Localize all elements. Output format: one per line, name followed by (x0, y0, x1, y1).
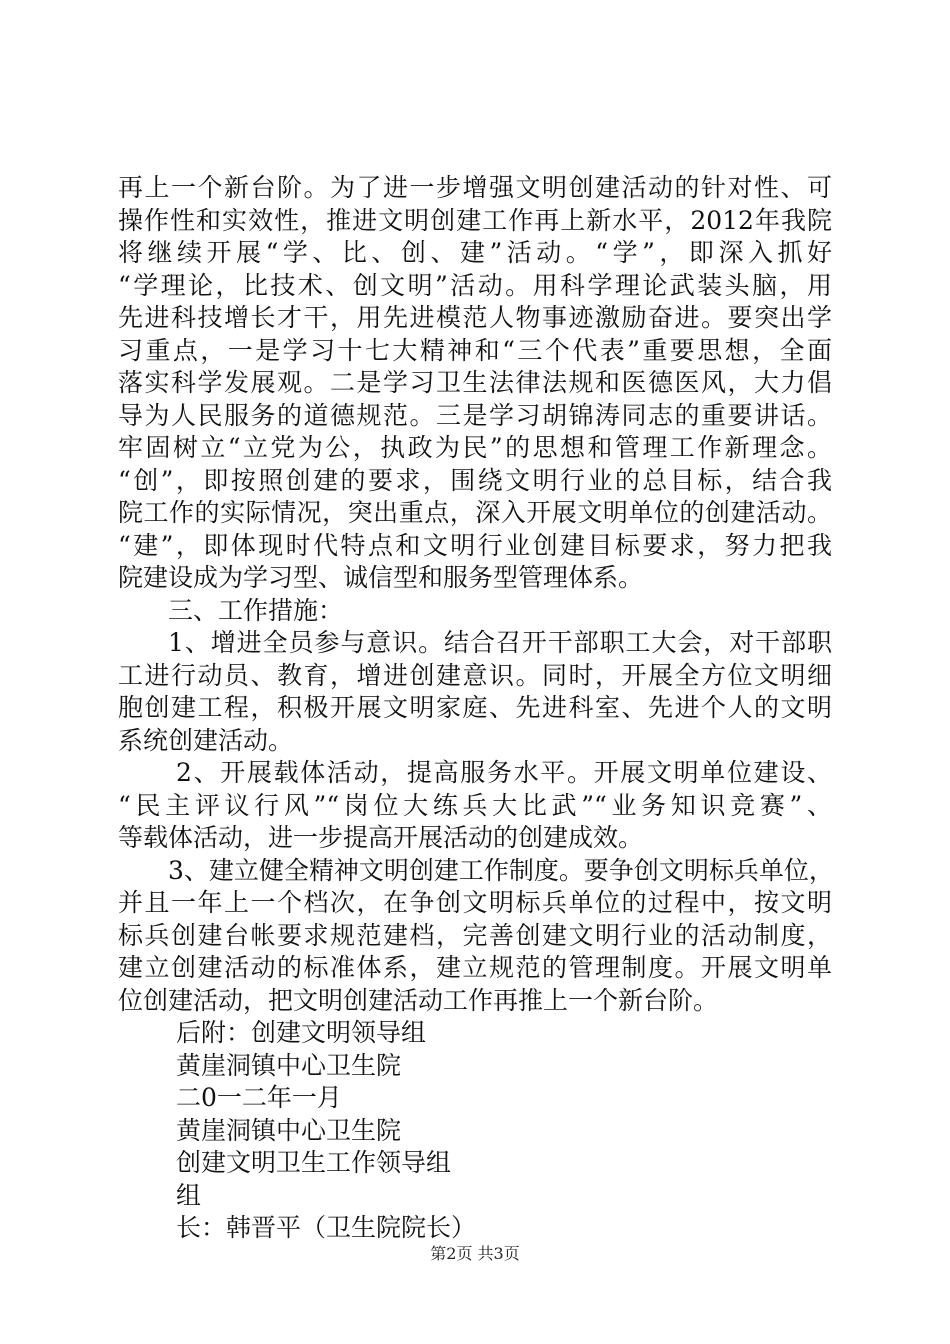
body-line-4: “学理论，比技术、创文明”活动。用科学理论武装头脑，用 (118, 270, 832, 300)
body-line-1: 再上一个新台阶。为了进一步增强文明创建活动的针对性、可 (118, 173, 832, 202)
measure-3-line-3: 标兵创建台帐要求规范建档，完善创建文明行业的活动制度， (118, 920, 832, 950)
measure-1-line-2: 工进行动员、教育，增进创建意识。同时，开展全方位文明细 (118, 660, 832, 690)
group-leader-label: 组 (176, 1180, 202, 1210)
measure-1-line-4: 系统创建活动。 (118, 725, 294, 755)
page-number-label: 第2页 共3页 (430, 1244, 520, 1263)
group-title: 创建文明卫生工作领导组 (176, 1148, 452, 1177)
body-line-7: 落实科学发展观。二是学习卫生法律法规和医德医风，大力倡 (118, 368, 832, 397)
body-line-10: “创”，即按照创建的要求，围绕文明行业的总目标，结合我 (118, 465, 832, 495)
section-heading: 三、工作措施： (168, 595, 344, 625)
body-line-11: 院工作的实际情况，突出重点，深入开展文明单位的创建活动。 (118, 498, 832, 527)
page-footer (0, 1244, 950, 1264)
measure-1-line-3: 胞创建工程，积极开展文明家庭、先进科室、先进个人的文明 (118, 693, 832, 722)
appendix-note: 后附：创建文明领导组 (176, 1018, 427, 1047)
measure-3-line-4: 建立创建活动的标准体系，建立规范的管理制度。开展文明单 (118, 953, 832, 982)
group-organization: 黄崖洞镇中心卫生院 (176, 1115, 402, 1145)
measure-3-line-5: 位创建活动，把文明创建活动工作再推上一个新台阶。 (118, 985, 719, 1015)
body-line-6: 习重点，一是学习十七大精神和“三个代表”重要思想，全面 (118, 335, 832, 365)
measure-2-line-2: “民主评议行风”“岗位大练兵大比武”“业务知识竞赛”、 (118, 790, 832, 820)
body-line-12: “建”，即体现时代特点和文明行业创建目标要求，努力把我 (118, 530, 832, 560)
body-line-9: 牢固树立“立党为公，执政为民”的思想和管理工作新理念。 (118, 433, 832, 462)
body-line-2: 操作性和实效性，推进文明创建工作再上新水平，2012年我院 (118, 205, 832, 235)
body-line-5: 先进科技增长才干，用先进模范人物事迹激励奋进。要突出学 (118, 303, 832, 332)
body-line-13: 院建设成为学习型、诚信型和服务型管理体系。 (118, 563, 644, 592)
measure-2-line-3: 等载体活动，进一步提高开展活动的创建成效。 (118, 823, 644, 852)
group-leader-name: 长：韩晋平（卫生院院长） (176, 1213, 477, 1242)
body-line-3: 将继续开展“学、比、创、建”活动。“学”，即深入抓好 (118, 238, 832, 267)
measure-1-line-1: 1、增进全员参与意识。结合召开干部职工大会，对干部职 (168, 628, 832, 657)
signature-organization: 黄崖洞镇中心卫生院 (176, 1050, 402, 1080)
measure-3-line-1: 3、建立健全精神文明创建工作制度。要争创文明标兵单位， (168, 855, 834, 885)
measure-2-line-1: 2、开展载体活动，提高服务水平。开展文明单位建设、 (176, 758, 832, 787)
signature-date: 二0一二年一月 (176, 1083, 342, 1112)
body-line-8: 导为人民服务的道德规范。三是学习胡锦涛同志的重要讲话。 (118, 400, 832, 430)
measure-3-line-2: 并且一年上一个档次，在争创文明标兵单位的过程中，按文明 (118, 888, 832, 917)
